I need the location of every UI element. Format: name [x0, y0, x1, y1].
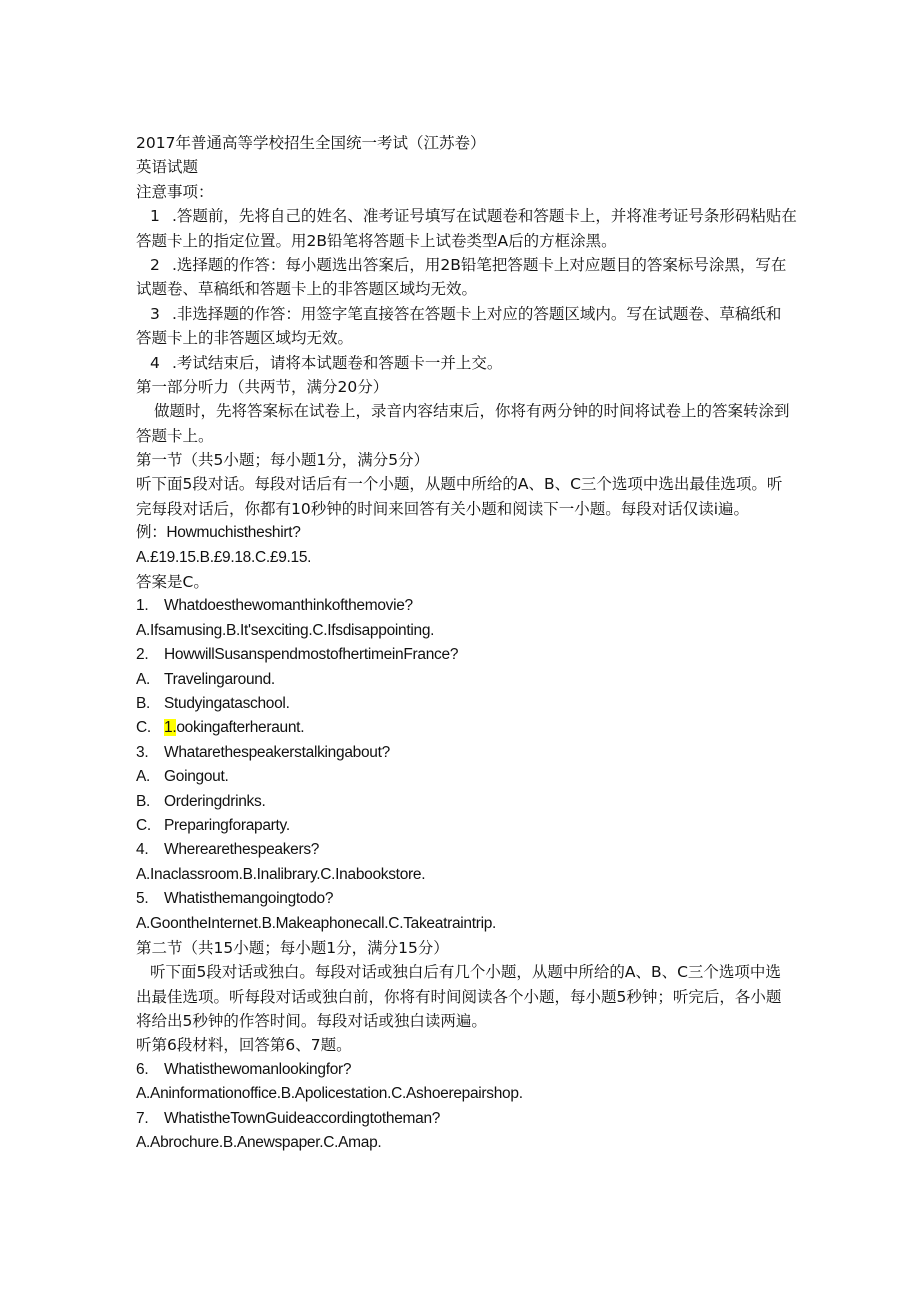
section2-instructions-cont: 将给出5秒钟的作答时间。每段对话或独白读两遍。 [136, 1012, 487, 1031]
question-number: 3. [136, 743, 149, 761]
notice-item [136, 302, 796, 351]
notice-text-cont: 答题卡上的指定位置。用2B铅笔将答题卡上试卷类型A后的方框涂黑。 [136, 231, 617, 250]
question-text: Whatdoesthewomanthinkofthemovie? [164, 597, 413, 615]
notice-number: 2 [150, 255, 160, 274]
exam-title: 2017年普通高等学校招生全国统一考试（江苏卷） [136, 134, 486, 152]
question-number: 6. [136, 1060, 149, 1078]
option-letter: A. [136, 768, 151, 786]
section2-instructions: 听下面5段对话或独白。每段对话或独白后有几个小题，从题中所给的A、B、C三个选项中选 [150, 963, 781, 982]
question [136, 594, 796, 643]
notice-text-cont: 试题卷、草稿纸和答题卡上的非答题区域均无效。 [136, 280, 478, 299]
question-options: A.Abrochure.B.Anewspaper.C.Amap. [136, 1134, 382, 1152]
question-number: 5. [136, 890, 149, 908]
section1-instructions: 听下面5段对话。每段对话后有一个小题，从题中所给的A、B、C三个选项中选出最佳选项。听 [136, 475, 783, 494]
option-text: ookingafterheraunt. [176, 719, 305, 737]
option-letter: C. [136, 719, 151, 737]
material-instruction: 听第6段材料，回答第6、7题。 [136, 1036, 352, 1055]
option-letter: B. [136, 694, 151, 712]
notice-number: 3 [150, 304, 160, 323]
question [136, 741, 796, 839]
question-options: A.Ifsamusing.B.It'sexciting.C.Ifsdisappointing. [136, 621, 435, 639]
question-options: A.Inaclassroom.B.Inalibrary.C.Inabookstore. [136, 865, 426, 883]
question-number: 4. [136, 841, 149, 859]
example-options: A.£19.15.B.£9.18.C.£9.15. [136, 548, 312, 566]
notice-heading: 注意事项： [136, 182, 214, 201]
section1-instructions-cont: 完每段对话后，你都有10秒钟的时间来回答有关小题和阅读下一小题。每段对话仅读i遍。 [136, 499, 750, 518]
question [136, 643, 796, 741]
option-text: Goingout. [164, 768, 229, 786]
option-text: Travelingaround. [164, 670, 275, 688]
question [136, 1058, 796, 1107]
example-answer: 答案是C。 [136, 573, 209, 592]
document-page [136, 131, 796, 1155]
notice-number: 4 [150, 353, 160, 372]
notice-text-cont: 答题卡上的非答题区域均无效。 [136, 329, 354, 348]
option-row [136, 814, 796, 838]
question-text: HowwillSusanspendmostofhertimeinFrance? [164, 646, 459, 664]
option-letter: C. [136, 816, 151, 834]
option-text: Studyingataschool. [164, 694, 290, 712]
question-text: Wherearethespeakers? [164, 841, 320, 859]
question [136, 838, 796, 887]
notice-item [136, 351, 796, 375]
question-number: 7. [136, 1109, 149, 1127]
option-row [136, 765, 796, 789]
highlighted-text: 1. [164, 719, 177, 737]
section2-heading: 第二节（共15小题；每小题1分，满分15分） [136, 938, 449, 957]
option-letter: B. [136, 792, 151, 810]
section2-instructions-cont: 出最佳选项。听每段对话或独白前，你将有时间阅读各个小题，每小题5秒钟；听完后，各小题 [136, 987, 782, 1006]
question-text: Whatisthemangoingtodo? [164, 890, 334, 908]
part1-intro-cont: 答题卡上。 [136, 426, 214, 445]
notice-text: .答题前，先将自己的姓名、准考证号填写在试题卷和答题卡上，并将准考证号条形码粘贴在 [172, 207, 797, 226]
question-options: A.GoontheInternet.B.Makeaphonecall.C.Takeatraintrip. [136, 914, 497, 932]
notice-text: .非选择题的作答：用签字笔直接答在答题卡上对应的答题区域内。写在试题卷、草稿纸和 [172, 304, 782, 323]
example-question: 例：Howmuchistheshirt? [136, 524, 301, 542]
notice-item [136, 253, 796, 302]
question-number: 1. [136, 597, 149, 615]
option-row [136, 668, 796, 692]
question [136, 1107, 796, 1156]
section1-heading: 第一节（共5小题；每小题1分，满分5分） [136, 451, 430, 470]
question-number: 2. [136, 646, 149, 664]
option-text: Preparingforaparty. [164, 816, 290, 834]
notice-item [136, 204, 796, 253]
part1-intro: 做题时，先将答案标在试卷上，录音内容结束后，你将有两分钟的时间将试卷上的答案转涂到 [154, 402, 790, 421]
option-row [136, 790, 796, 814]
question-options: A.Aninformationoffice.B.Apolicestation.C.Ashoerepairshop. [136, 1085, 523, 1103]
option-row [136, 716, 796, 740]
notice-text: .考试结束后，请将本试题卷和答题卡一并上交。 [172, 353, 503, 372]
notice-number: 1 [150, 207, 160, 226]
notice-text: .选择题的作答：每小题选出答案后，用2B铅笔把答题卡上对应题目的答案标号涂黑，写在 [172, 255, 787, 274]
question-text: Whatarethespeakerstalkingabout? [164, 743, 390, 761]
question-text: Whatisthewomanlookingfor? [164, 1060, 352, 1078]
question [136, 887, 796, 936]
part1-heading: 第一部分听力（共两节，满分20分） [136, 377, 389, 396]
option-text: Orderingdrinks. [164, 792, 266, 810]
option-row [136, 692, 796, 716]
subject-title: 英语试题 [136, 158, 199, 177]
option-letter: A. [136, 670, 151, 688]
question-text: WhatistheTownGuideaccordingtotheman? [164, 1109, 441, 1127]
